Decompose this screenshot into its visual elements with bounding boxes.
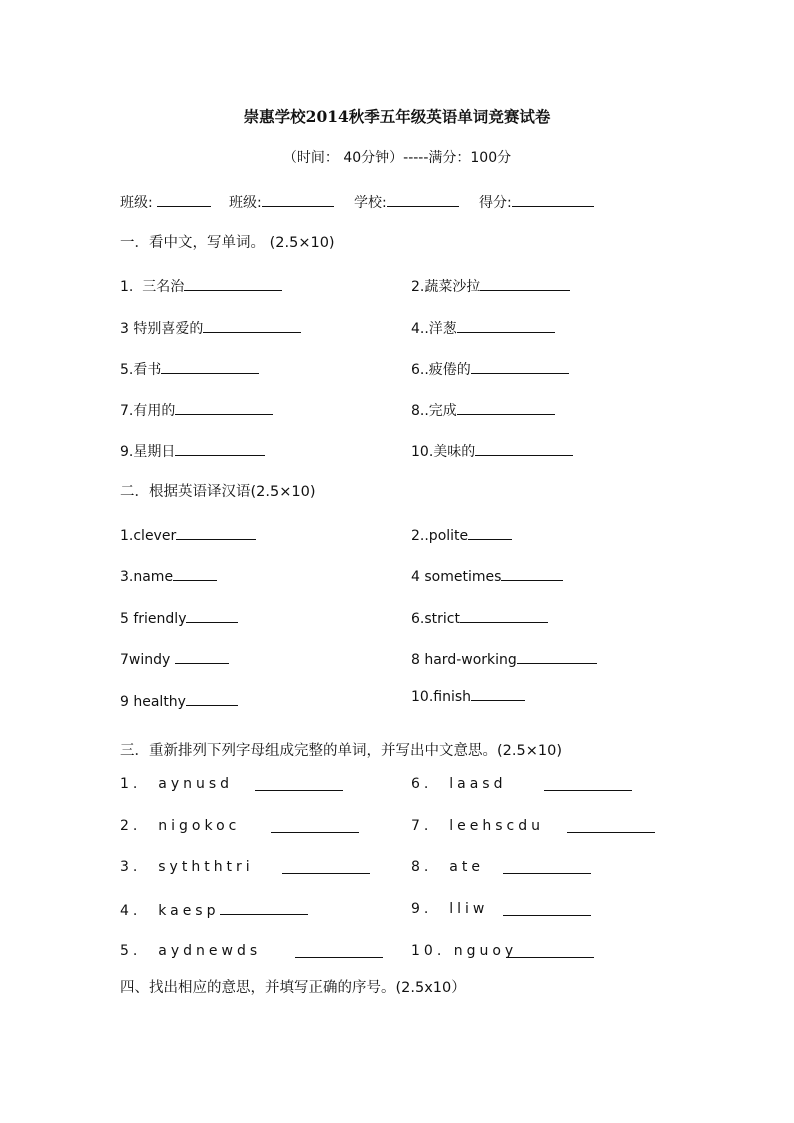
s1-blank-10[interactable] <box>475 441 573 456</box>
s3-item-1: 1. aynusd <box>120 776 234 792</box>
s2-item-5[interactable] <box>120 608 238 628</box>
s1-blank-2[interactable] <box>480 276 570 291</box>
school-field[interactable] <box>354 192 459 212</box>
s2-label-8: 8 hard-working <box>411 652 517 668</box>
s1-item-2[interactable] <box>411 276 570 296</box>
s3-item-6: 6. laasd <box>411 776 507 792</box>
class-field-1[interactable] <box>120 192 211 212</box>
s1-item-9[interactable] <box>120 441 265 461</box>
s1-label-8: 8..完成 <box>411 403 457 419</box>
section2-heading: 二．根据英语译汉语(2.5×10) <box>120 484 316 500</box>
s2-label-6: 6.strict <box>411 611 460 627</box>
s3-blank-1[interactable] <box>255 776 343 791</box>
section3-heading: 三．重新排列下列字母组成完整的单词，并写出中文意思。(2.5×10) <box>120 743 562 759</box>
score-field[interactable] <box>479 192 594 212</box>
s3-blank-7[interactable] <box>567 818 655 833</box>
s1-label-3: 3 特别喜爱的 <box>120 321 204 337</box>
s2-item-10[interactable] <box>411 686 525 706</box>
s3-item-2: 2. nigokoc <box>120 818 241 834</box>
s1-item-8[interactable] <box>411 400 555 420</box>
s2-item-7[interactable] <box>120 649 229 669</box>
s3-item-10: 10. nguoy <box>411 943 518 959</box>
s2-label-4: 4 sometimes <box>411 569 502 585</box>
s3-blank-3[interactable] <box>282 859 370 874</box>
s2-blank-3[interactable] <box>173 566 217 581</box>
s1-blank-8[interactable] <box>457 400 555 415</box>
s2-label-5: 5 friendly <box>120 611 187 627</box>
s1-label-9: 9.星期日 <box>120 444 176 460</box>
s3-blank-8[interactable] <box>503 859 591 874</box>
class-label-1: 班级: <box>120 195 158 211</box>
s1-label-2: 2.蔬菜沙拉 <box>411 279 481 295</box>
s3-blank-6[interactable] <box>544 776 632 791</box>
score-label: 得分: <box>479 195 512 211</box>
s1-blank-4[interactable] <box>457 318 555 333</box>
school-blank[interactable] <box>387 192 459 207</box>
s2-label-1: 1.clever <box>120 528 177 544</box>
score-blank[interactable] <box>512 192 594 207</box>
s3-item-4[interactable] <box>120 900 308 920</box>
s3-blank-4[interactable] <box>220 900 308 915</box>
s1-label-10: 10.美味的 <box>411 444 476 460</box>
s2-blank-5[interactable] <box>186 608 238 623</box>
class-field-2[interactable] <box>229 192 334 212</box>
s1-item-6[interactable] <box>411 359 569 379</box>
s2-blank-6[interactable] <box>460 608 548 623</box>
s2-label-7: 7windy <box>120 652 175 668</box>
s2-label-3: 3.name <box>120 569 174 585</box>
s2-label-2: 2..polite <box>411 528 469 544</box>
s3-label-4: 4. kaesp <box>120 903 220 919</box>
s2-item-2[interactable] <box>411 525 512 545</box>
s2-item-9[interactable] <box>120 691 238 711</box>
s1-blank-6[interactable] <box>471 359 569 374</box>
s3-item-9: 9. lliw <box>411 901 489 917</box>
s1-blank-1[interactable] <box>184 276 282 291</box>
s2-item-4[interactable] <box>411 566 563 586</box>
s2-blank-2[interactable] <box>468 525 512 540</box>
s2-blank-4[interactable] <box>501 566 563 581</box>
s1-item-4[interactable] <box>411 318 555 338</box>
s1-blank-3[interactable] <box>203 318 301 333</box>
section1-heading: 一．看中文，写单词。 (2.5×10) <box>120 235 335 251</box>
s2-item-3[interactable] <box>120 566 217 586</box>
s2-item-1[interactable] <box>120 525 256 545</box>
s1-item-5[interactable] <box>120 359 259 379</box>
s3-item-5: 5. aydnewds <box>120 943 262 959</box>
class-blank-2[interactable] <box>262 192 334 207</box>
s1-item-1[interactable] <box>120 276 282 296</box>
s1-item-3[interactable] <box>120 318 301 338</box>
s1-item-10[interactable] <box>411 441 573 461</box>
s3-blank-10[interactable] <box>506 943 594 958</box>
s3-item-8: 8. ate <box>411 859 484 875</box>
s1-label-7: 7.有用的 <box>120 403 176 419</box>
school-label: 学校: <box>354 195 387 211</box>
s3-item-3: 3. syththtri <box>120 859 254 875</box>
s1-label-5: 5.看书 <box>120 362 162 378</box>
s2-label-9: 9 healthy <box>120 694 186 710</box>
s2-item-6[interactable] <box>411 608 548 628</box>
s1-label-1: 1. 三名治 <box>120 279 185 295</box>
s1-blank-5[interactable] <box>161 359 259 374</box>
s2-label-10: 10.finish <box>411 689 472 705</box>
s3-blank-5[interactable] <box>295 943 383 958</box>
s3-item-7: 7. leehscdu <box>411 818 544 834</box>
s2-blank-1[interactable] <box>176 525 256 540</box>
s1-label-6: 6..疲倦的 <box>411 362 471 378</box>
page-title: 崇惠学校2014秋季五年级英语单词竞赛试卷 <box>243 107 551 126</box>
section4-heading: 四、找出相应的意思，并填写正确的序号。(2.5x10） <box>120 980 466 996</box>
class-label-2: 班级: <box>229 195 262 211</box>
s1-item-7[interactable] <box>120 400 273 420</box>
class-blank-1[interactable] <box>157 192 211 207</box>
s2-blank-9[interactable] <box>186 691 238 706</box>
s1-label-4: 4..洋葱 <box>411 321 457 337</box>
s2-blank-8[interactable] <box>517 649 597 664</box>
s2-item-8[interactable] <box>411 649 597 669</box>
s2-blank-7[interactable] <box>175 649 229 664</box>
s2-blank-10[interactable] <box>471 686 525 701</box>
exam-subtitle: （时间： 40分钟）-----满分：100分 <box>282 150 512 166</box>
s1-blank-7[interactable] <box>175 400 273 415</box>
s1-blank-9[interactable] <box>175 441 265 456</box>
s3-blank-2[interactable] <box>271 818 359 833</box>
s3-blank-9[interactable] <box>503 901 591 916</box>
